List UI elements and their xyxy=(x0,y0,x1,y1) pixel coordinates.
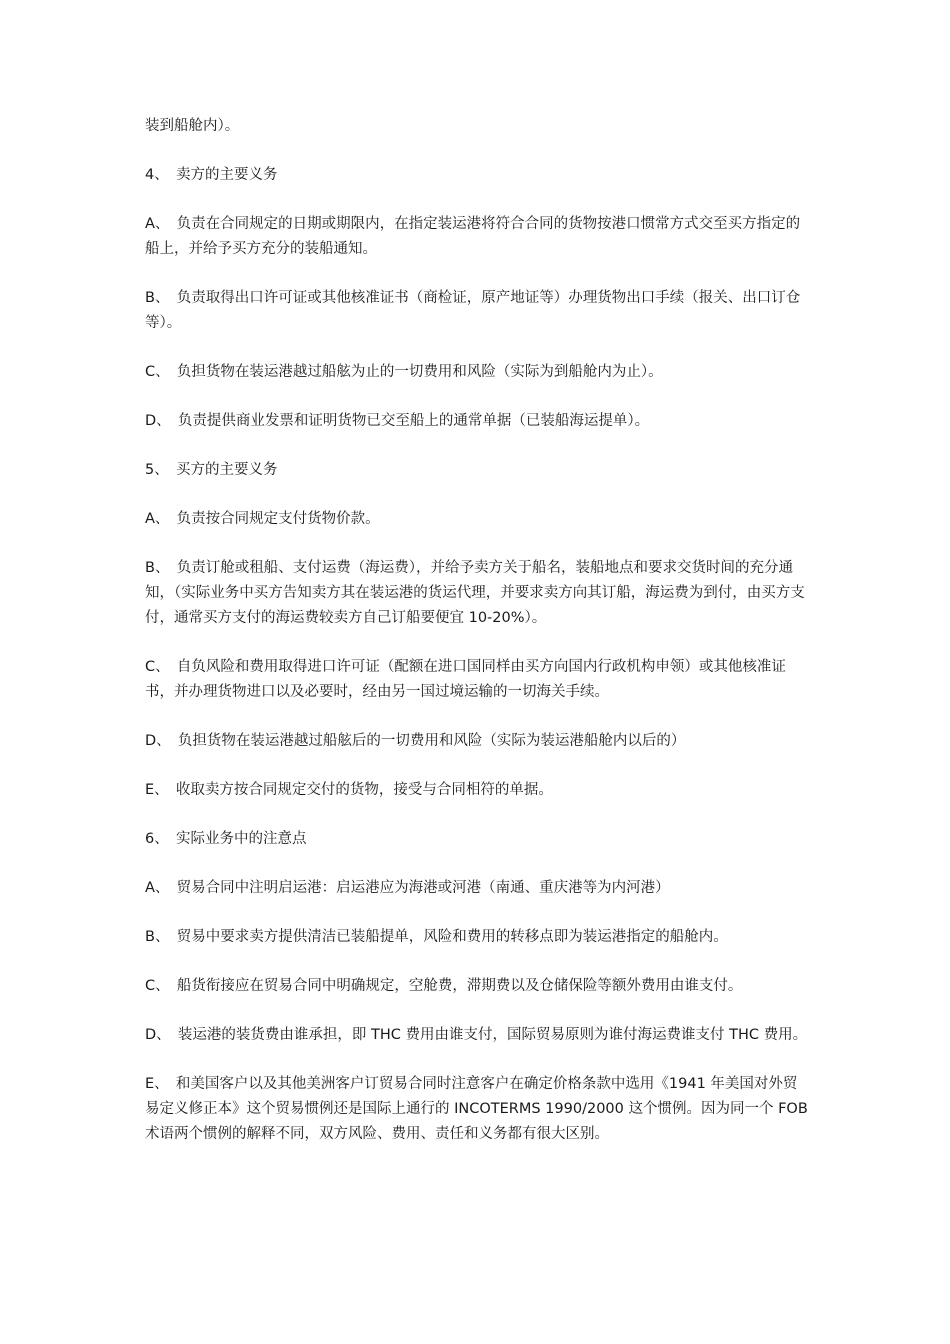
practical-note-e: E、 和美国客户以及其他美洲客户订贸易合同时注意客户在确定价格条款中选用《1941 年美国对外贸易定义修正本》这个贸易惯例还是国际上通行的 INCOTERMS 1990/2000 这个惯例。因为同一个 FOB 术语两个惯例的解释不同，双方风险、费用、责任和义务都有很大区别。 xyxy=(145,1076,808,1142)
seller-obligation-a: A、 负责在合同规定的日期或期限内，在指定装运港将符合合同的货物按港口惯常方式交至买方指定的船上，并给予买方充分的装船通知。 xyxy=(145,216,801,257)
practical-note-a: A、 贸易合同中注明启运港：启运港应为海港或河港（南通、重庆港等为内河港） xyxy=(145,880,670,896)
practical-note-b: B、 贸易中要求卖方提供清洁已装船提单，风险和费用的转移点即为装运港指定的船舱内。 xyxy=(145,929,728,945)
buyer-obligation-c: C、 自负风险和费用取得进口许可证（配额在进口国同样由买方向国内行政机构申领）或其他核准证书，并办理货物进口以及必要时，经由另一国过境运输的一切海关手续。 xyxy=(145,659,786,700)
seller-obligation-d: D、 负责提供商业发票和证明货物已交至船上的通常单据（已装船海运提单）。 xyxy=(145,413,650,429)
buyer-obligation-e: E、 收取卖方按合同规定交付的货物，接受与合同相符的单据。 xyxy=(145,782,553,798)
practical-note-c: C、 船货衔接应在贸易合同中明确规定，空舱费，滞期费以及仓储保险等额外费用由谁支付。 xyxy=(145,978,743,994)
seller-obligation-c: C、 负担货物在装运港越过船舷为止的一切费用和风险（实际为到船舱内为止）。 xyxy=(145,364,663,380)
heading-seller-obligations: 4、 卖方的主要义务 xyxy=(145,167,278,183)
buyer-obligation-b: B、 负责订舱或租船、支付运费（海运费），并给予卖方关于船名，装船地点和要求交货时间的充分通知，（实际业务中买方告知卖方其在装运港的货运代理，并要求卖方向其订船，海运费为到付，由买方支付，通常买方支付的海运费较卖方自己订船要便宜 10-20%）。 xyxy=(145,560,805,626)
buyer-obligation-a: A、 负责按合同规定支付货物价款。 xyxy=(145,511,380,527)
heading-buyer-obligations: 5、 买方的主要义务 xyxy=(145,462,278,478)
buyer-obligation-d: D、 负担货物在装运港越过船舷后的一切费用和风险（实际为装运港船舱内以后的） xyxy=(145,733,686,749)
heading-practical-notes: 6、 实际业务中的注意点 xyxy=(145,831,307,847)
seller-obligation-b: B、 负责取得出口许可证或其他核准证书（商检证，原产地证等）办理货物出口手续（报关、出口订仓等）。 xyxy=(145,290,801,331)
paragraph-continuation: 装到船舱内）。 xyxy=(145,118,240,134)
document-body xyxy=(145,114,810,1171)
practical-note-d: D、 装运港的装货费由谁承担，即 THC 费用由谁支付，国际贸易原则为谁付海运费谁支付 THC 费用。 xyxy=(145,1027,808,1043)
